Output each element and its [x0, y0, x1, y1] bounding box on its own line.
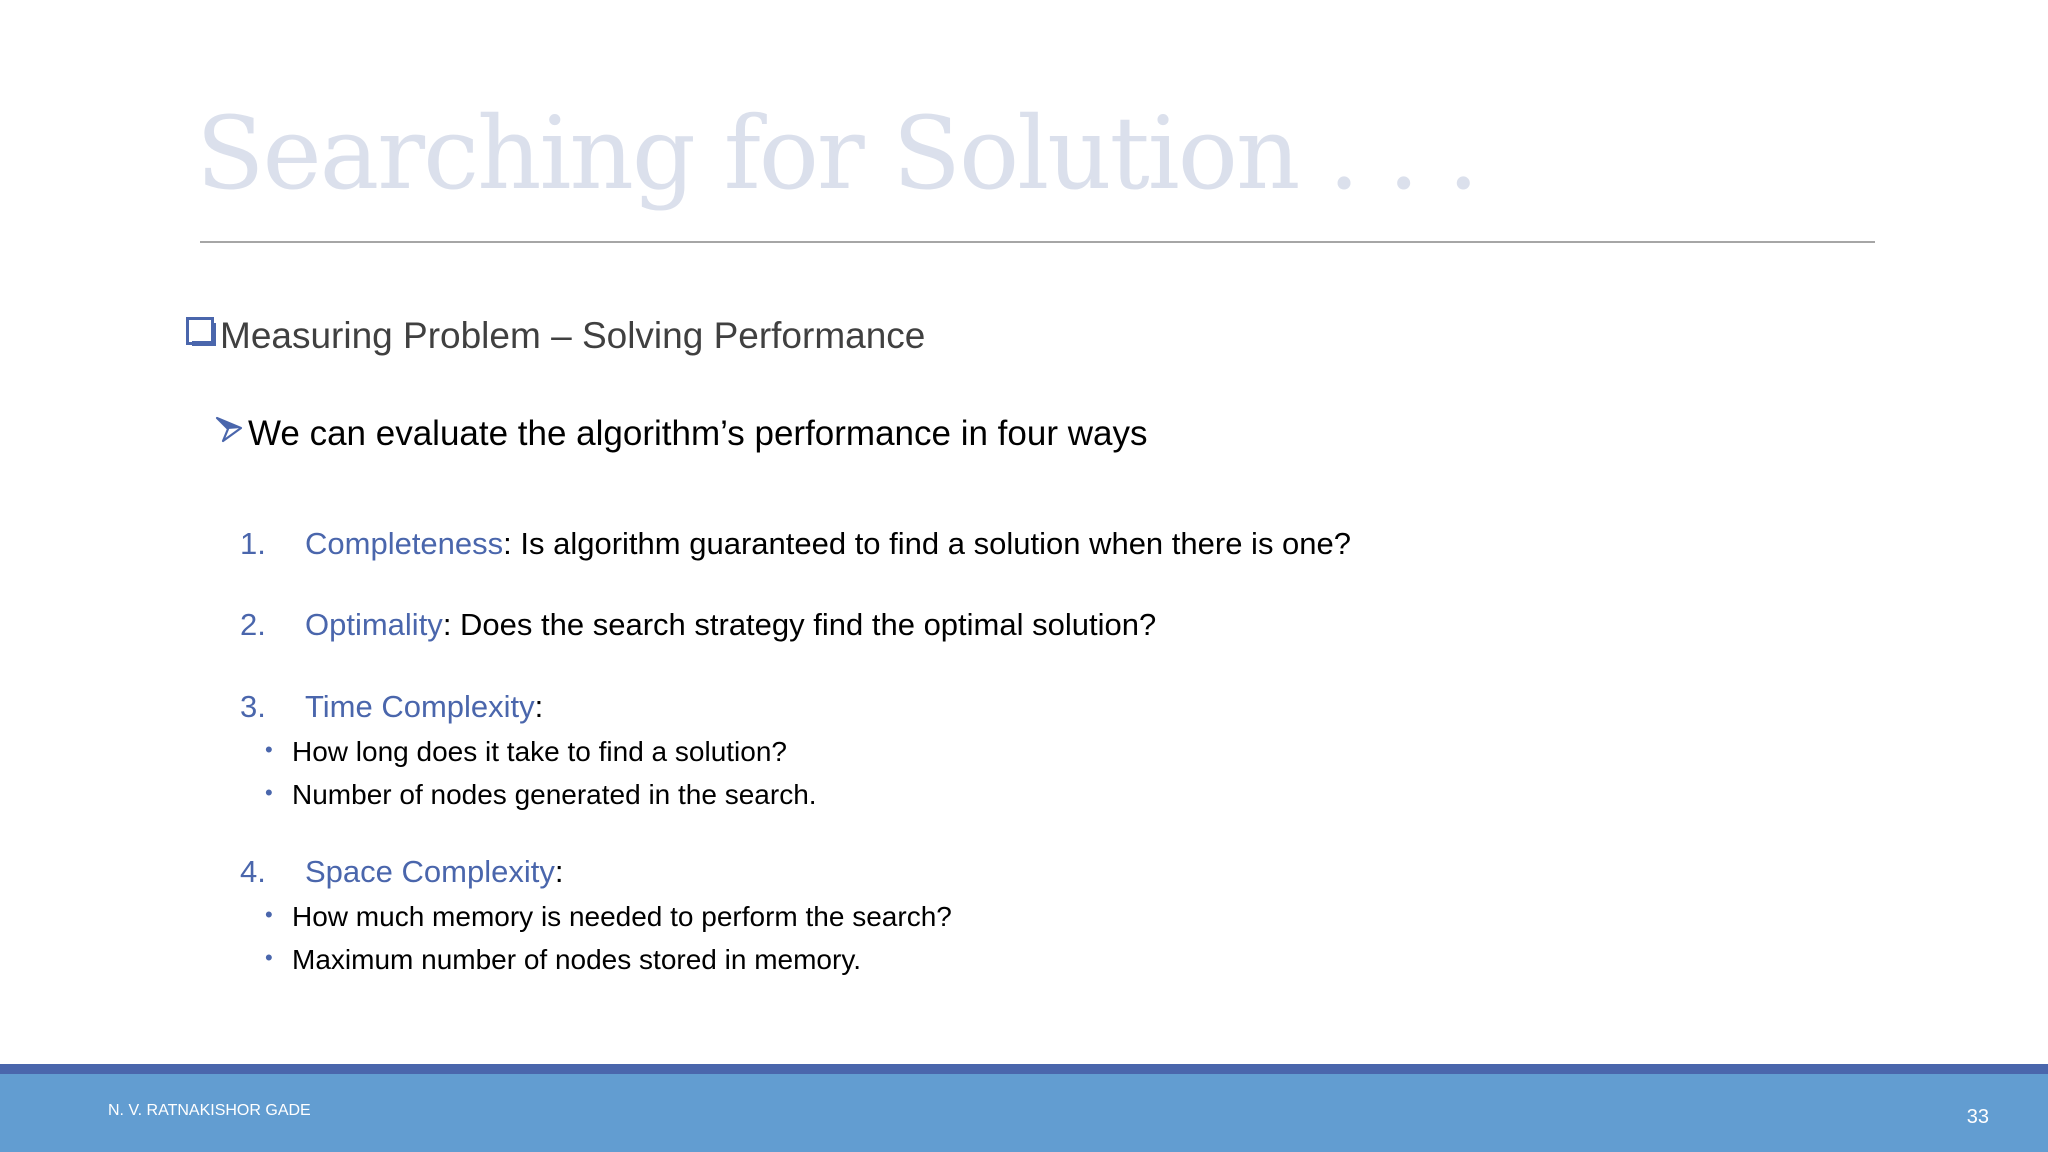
list-bullet: [265, 901, 952, 933]
list-text: :: [534, 689, 544, 724]
footer-author: N. V. RATNAKISHOR GADE: [108, 1102, 311, 1119]
bullet-text: Maximum number of nodes stored in memory.: [292, 944, 862, 975]
list-term: Completeness: [305, 526, 504, 561]
bullet-text: How much memory is needed to perform the search?: [292, 901, 952, 932]
list-text: : Does the search strategy find the optimal solution?: [442, 607, 1157, 642]
list-item-space-complexity: [240, 854, 563, 890]
list-text: : Is algorithm guaranteed to find a solution when there is one?: [503, 526, 1352, 561]
list-term: Space Complexity: [305, 854, 555, 889]
section-heading-text: Measuring Problem – Solving Performance: [220, 315, 926, 356]
bullet-dot-icon: •: [265, 902, 273, 927]
page-number: 33: [1966, 1106, 1989, 1128]
subpoint-text: We can evaluate the algorithm’s performance in four ways: [248, 414, 1148, 453]
list-term: Optimality: [305, 607, 443, 642]
list-number: 4.: [240, 854, 266, 889]
bullet-dot-icon: •: [265, 945, 273, 970]
slide-title: Searching for Solution . . .: [196, 95, 1478, 212]
bullet-dot-icon: •: [265, 737, 273, 762]
list-item-time-complexity: [240, 689, 543, 725]
arrow-bullet-icon: [214, 414, 244, 444]
footer-stripe: [0, 1064, 2048, 1074]
title-divider: [200, 241, 1875, 243]
list-bullet: [265, 779, 817, 811]
list-item-optimality: [240, 607, 1156, 643]
subpoint: [214, 414, 1147, 454]
slide-footer: [0, 1074, 2048, 1152]
bullet-dot-icon: •: [265, 780, 273, 805]
list-term: Time Complexity: [305, 689, 535, 724]
list-number: 3.: [240, 689, 266, 724]
list-number: 2.: [240, 607, 266, 642]
checkbox-bullet-icon: [186, 317, 216, 347]
list-item-completeness: [240, 526, 1351, 562]
list-bullet: [265, 736, 787, 768]
bullet-text: Number of nodes generated in the search.: [292, 779, 817, 810]
list-text: :: [554, 854, 564, 889]
bullet-text: How long does it take to find a solution?: [292, 736, 787, 767]
section-heading: [186, 315, 925, 357]
list-number: 1.: [240, 526, 266, 561]
list-bullet: [265, 944, 861, 976]
